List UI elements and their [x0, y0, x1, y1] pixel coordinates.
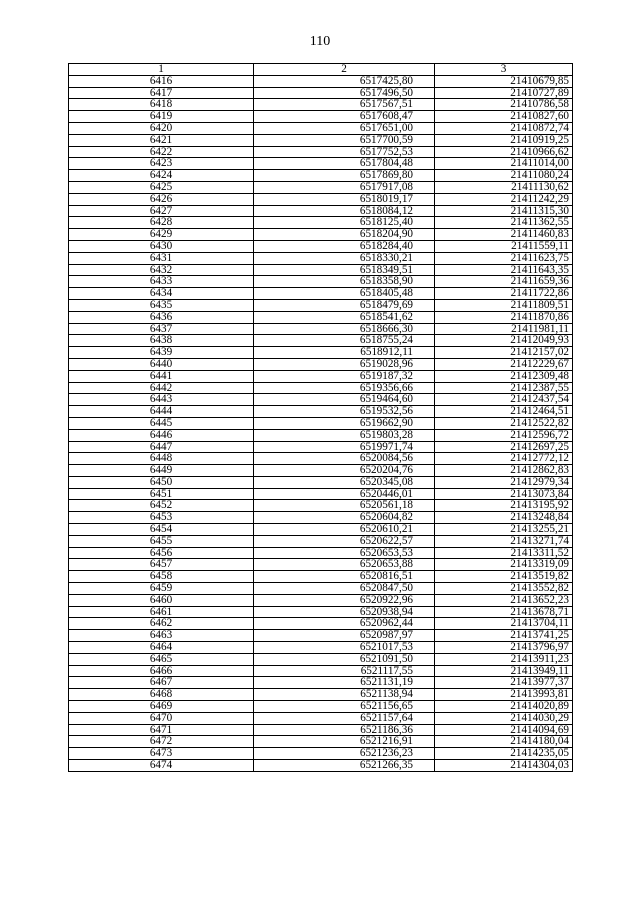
- cell-y-coordinate: 21412309,48: [435, 370, 573, 382]
- table-row: [69, 488, 573, 500]
- table-row: [69, 712, 573, 724]
- cell-point-number: 6422: [69, 146, 254, 158]
- table-row: [69, 441, 573, 453]
- cell-y-coordinate: 21413911,23: [435, 653, 573, 665]
- cell-y-coordinate: 21413195,92: [435, 500, 573, 512]
- table-row: [69, 99, 573, 111]
- cell-x-coordinate: 6520653,88: [254, 559, 435, 571]
- table-row: [69, 122, 573, 134]
- cell-x-coordinate: 6517608,47: [254, 111, 435, 123]
- cell-y-coordinate: 21411659,36: [435, 276, 573, 288]
- cell-x-coordinate: 6520987,97: [254, 630, 435, 642]
- cell-x-coordinate: 6517496,50: [254, 87, 435, 99]
- table-row: [69, 111, 573, 123]
- cell-x-coordinate: 6518204,90: [254, 229, 435, 241]
- cell-x-coordinate: 6520653,53: [254, 547, 435, 559]
- cell-y-coordinate: 21410919,25: [435, 134, 573, 146]
- cell-x-coordinate: 6518479,69: [254, 299, 435, 311]
- cell-x-coordinate: 6520084,56: [254, 453, 435, 465]
- cell-point-number: 6474: [69, 760, 254, 772]
- cell-y-coordinate: 21413678,71: [435, 606, 573, 618]
- table-row: [69, 358, 573, 370]
- cell-y-coordinate: 21414020,89: [435, 701, 573, 713]
- table-row: [69, 217, 573, 229]
- table-row: [69, 701, 573, 713]
- table-row: [69, 240, 573, 252]
- cell-y-coordinate: 21410679,85: [435, 75, 573, 87]
- cell-point-number: 6426: [69, 193, 254, 205]
- table-row: [69, 264, 573, 276]
- table-row: [69, 299, 573, 311]
- cell-y-coordinate: 21410786,58: [435, 99, 573, 111]
- cell-point-number: 6431: [69, 252, 254, 264]
- cell-x-coordinate: 6521156,65: [254, 701, 435, 713]
- column-header-number: 1: [69, 64, 254, 76]
- cell-x-coordinate: 6520345,08: [254, 476, 435, 488]
- cell-x-coordinate: 6521131,19: [254, 677, 435, 689]
- cell-point-number: 6427: [69, 205, 254, 217]
- table-row: [69, 453, 573, 465]
- cell-x-coordinate: 6521138,94: [254, 689, 435, 701]
- table-row: [69, 75, 573, 87]
- cell-x-coordinate: 6520922,96: [254, 594, 435, 606]
- cell-y-coordinate: 21410872,74: [435, 122, 573, 134]
- table-row: [69, 618, 573, 630]
- table-row: [69, 630, 573, 642]
- table-row: [69, 429, 573, 441]
- cell-y-coordinate: 21412522,82: [435, 417, 573, 429]
- cell-x-coordinate: 6521186,36: [254, 724, 435, 736]
- cell-y-coordinate: 21411362,55: [435, 217, 573, 229]
- table-row: [69, 382, 573, 394]
- cell-x-coordinate: 6518405,48: [254, 288, 435, 300]
- cell-y-coordinate: 21413552,82: [435, 583, 573, 595]
- cell-point-number: 6459: [69, 583, 254, 595]
- cell-x-coordinate: 6519971,74: [254, 441, 435, 453]
- cell-y-coordinate: 21412772,12: [435, 453, 573, 465]
- cell-y-coordinate: 21413652,23: [435, 594, 573, 606]
- cell-y-coordinate: 21411981,11: [435, 323, 573, 335]
- table-row: [69, 252, 573, 264]
- cell-y-coordinate: 21411080,24: [435, 170, 573, 182]
- cell-y-coordinate: 21414094,69: [435, 724, 573, 736]
- table-row: [69, 559, 573, 571]
- cell-point-number: 6425: [69, 181, 254, 193]
- table-row: [69, 748, 573, 760]
- table-row: [69, 170, 573, 182]
- table-row: [69, 465, 573, 477]
- cell-point-number: 6446: [69, 429, 254, 441]
- cell-y-coordinate: 21411643,35: [435, 264, 573, 276]
- table-row: [69, 146, 573, 158]
- cell-point-number: 6464: [69, 642, 254, 654]
- cell-x-coordinate: 6518019,17: [254, 193, 435, 205]
- cell-point-number: 6463: [69, 630, 254, 642]
- table-row: [69, 736, 573, 748]
- table-row: [69, 653, 573, 665]
- table-row: [69, 406, 573, 418]
- cell-point-number: 6421: [69, 134, 254, 146]
- cell-x-coordinate: 6521266,35: [254, 760, 435, 772]
- cell-point-number: 6470: [69, 712, 254, 724]
- cell-point-number: 6466: [69, 665, 254, 677]
- cell-y-coordinate: 21412387,55: [435, 382, 573, 394]
- coordinates-table: [68, 63, 573, 772]
- table-row: [69, 547, 573, 559]
- cell-y-coordinate: 21412049,93: [435, 335, 573, 347]
- table-row: [69, 677, 573, 689]
- cell-x-coordinate: 6520446,01: [254, 488, 435, 500]
- table-row: [69, 347, 573, 359]
- cell-point-number: 6469: [69, 701, 254, 713]
- table-row: [69, 594, 573, 606]
- page-number: 110: [309, 34, 331, 49]
- cell-x-coordinate: 6520204,76: [254, 465, 435, 477]
- table-header-row: [69, 64, 573, 76]
- cell-point-number: 6429: [69, 229, 254, 241]
- table-row: [69, 288, 573, 300]
- cell-y-coordinate: 21414030,29: [435, 712, 573, 724]
- cell-y-coordinate: 21413993,81: [435, 689, 573, 701]
- cell-point-number: 6432: [69, 264, 254, 276]
- cell-x-coordinate: 6517917,08: [254, 181, 435, 193]
- cell-x-coordinate: 6517752,53: [254, 146, 435, 158]
- table-row: [69, 583, 573, 595]
- cell-x-coordinate: 6517425,80: [254, 75, 435, 87]
- cell-y-coordinate: 21411014,00: [435, 158, 573, 170]
- cell-point-number: 6420: [69, 122, 254, 134]
- cell-y-coordinate: 21412464,51: [435, 406, 573, 418]
- cell-y-coordinate: 21414235,05: [435, 748, 573, 760]
- table-row: [69, 535, 573, 547]
- table-row: [69, 689, 573, 701]
- table-row: [69, 524, 573, 536]
- cell-point-number: 6455: [69, 535, 254, 547]
- table-row: [69, 760, 573, 772]
- cell-y-coordinate: 21413704,11: [435, 618, 573, 630]
- cell-y-coordinate: 21411809,51: [435, 299, 573, 311]
- cell-y-coordinate: 21411559,11: [435, 240, 573, 252]
- cell-y-coordinate: 21413248,84: [435, 512, 573, 524]
- cell-point-number: 6416: [69, 75, 254, 87]
- cell-point-number: 6468: [69, 689, 254, 701]
- cell-point-number: 6438: [69, 335, 254, 347]
- cell-y-coordinate: 21412596,72: [435, 429, 573, 441]
- cell-x-coordinate: 6517651,00: [254, 122, 435, 134]
- cell-y-coordinate: 21411130,62: [435, 181, 573, 193]
- cell-y-coordinate: 21414304,03: [435, 760, 573, 772]
- cell-y-coordinate: 21413796,97: [435, 642, 573, 654]
- cell-y-coordinate: 21411242,29: [435, 193, 573, 205]
- cell-point-number: 6450: [69, 476, 254, 488]
- cell-point-number: 6441: [69, 370, 254, 382]
- cell-x-coordinate: 6521157,64: [254, 712, 435, 724]
- cell-point-number: 6423: [69, 158, 254, 170]
- table-body: [69, 75, 573, 771]
- cell-point-number: 6471: [69, 724, 254, 736]
- cell-y-coordinate: 21411870,86: [435, 311, 573, 323]
- cell-x-coordinate: 6518349,51: [254, 264, 435, 276]
- cell-x-coordinate: 6518284,40: [254, 240, 435, 252]
- cell-x-coordinate: 6517869,80: [254, 170, 435, 182]
- cell-point-number: 6418: [69, 99, 254, 111]
- cell-y-coordinate: 21411623,75: [435, 252, 573, 264]
- cell-point-number: 6419: [69, 111, 254, 123]
- cell-y-coordinate: 21412157,02: [435, 347, 573, 359]
- cell-point-number: 6460: [69, 594, 254, 606]
- cell-x-coordinate: 6518912,11: [254, 347, 435, 359]
- cell-y-coordinate: 21414180,04: [435, 736, 573, 748]
- cell-x-coordinate: 6517567,51: [254, 99, 435, 111]
- cell-y-coordinate: 21413271,74: [435, 535, 573, 547]
- column-header-x: 2: [254, 64, 435, 76]
- table-row: [69, 158, 573, 170]
- cell-x-coordinate: 6519028,96: [254, 358, 435, 370]
- cell-point-number: 6449: [69, 465, 254, 477]
- cell-x-coordinate: 6520816,51: [254, 571, 435, 583]
- cell-point-number: 6458: [69, 571, 254, 583]
- table-row: [69, 311, 573, 323]
- cell-point-number: 6440: [69, 358, 254, 370]
- cell-point-number: 6424: [69, 170, 254, 182]
- cell-x-coordinate: 6520962,44: [254, 618, 435, 630]
- cell-point-number: 6437: [69, 323, 254, 335]
- cell-point-number: 6443: [69, 394, 254, 406]
- cell-point-number: 6434: [69, 288, 254, 300]
- cell-point-number: 6465: [69, 653, 254, 665]
- table-row: [69, 193, 573, 205]
- cell-y-coordinate: 21413519,82: [435, 571, 573, 583]
- cell-y-coordinate: 21410727,89: [435, 87, 573, 99]
- table-row: [69, 394, 573, 406]
- cell-x-coordinate: 6520561,18: [254, 500, 435, 512]
- cell-point-number: 6473: [69, 748, 254, 760]
- table-row: [69, 87, 573, 99]
- table-row: [69, 642, 573, 654]
- cell-point-number: 6444: [69, 406, 254, 418]
- cell-point-number: 6452: [69, 500, 254, 512]
- cell-x-coordinate: 6518666,30: [254, 323, 435, 335]
- cell-x-coordinate: 6518358,90: [254, 276, 435, 288]
- table-row: [69, 181, 573, 193]
- table-row: [69, 370, 573, 382]
- cell-x-coordinate: 6521216,91: [254, 736, 435, 748]
- cell-y-coordinate: 21412437,54: [435, 394, 573, 406]
- cell-point-number: 6448: [69, 453, 254, 465]
- cell-point-number: 6445: [69, 417, 254, 429]
- cell-y-coordinate: 21411460,83: [435, 229, 573, 241]
- cell-x-coordinate: 6520622,57: [254, 535, 435, 547]
- cell-point-number: 6451: [69, 488, 254, 500]
- table-row: [69, 335, 573, 347]
- cell-point-number: 6467: [69, 677, 254, 689]
- table-row: [69, 500, 573, 512]
- cell-x-coordinate: 6518084,12: [254, 205, 435, 217]
- cell-x-coordinate: 6521017,53: [254, 642, 435, 654]
- table-row: [69, 606, 573, 618]
- cell-point-number: 6454: [69, 524, 254, 536]
- cell-x-coordinate: 6520847,50: [254, 583, 435, 595]
- column-header-y: 3: [435, 64, 573, 76]
- table-row: [69, 571, 573, 583]
- cell-y-coordinate: 21413311,52: [435, 547, 573, 559]
- cell-x-coordinate: 6518125,40: [254, 217, 435, 229]
- cell-point-number: 6472: [69, 736, 254, 748]
- cell-x-coordinate: 6519356,66: [254, 382, 435, 394]
- cell-point-number: 6462: [69, 618, 254, 630]
- table-row: [69, 229, 573, 241]
- cell-x-coordinate: 6519662,90: [254, 417, 435, 429]
- cell-y-coordinate: 21411315,30: [435, 205, 573, 217]
- cell-x-coordinate: 6519187,32: [254, 370, 435, 382]
- cell-y-coordinate: 21411722,86: [435, 288, 573, 300]
- cell-x-coordinate: 6517700,59: [254, 134, 435, 146]
- cell-y-coordinate: 21413949,11: [435, 665, 573, 677]
- cell-x-coordinate: 6518541,62: [254, 311, 435, 323]
- cell-y-coordinate: 21413319,09: [435, 559, 573, 571]
- cell-y-coordinate: 21413255,21: [435, 524, 573, 536]
- cell-y-coordinate: 21412229,67: [435, 358, 573, 370]
- cell-point-number: 6433: [69, 276, 254, 288]
- cell-x-coordinate: 6520938,94: [254, 606, 435, 618]
- cell-x-coordinate: 6519532,56: [254, 406, 435, 418]
- cell-y-coordinate: 21410966,62: [435, 146, 573, 158]
- table-row: [69, 134, 573, 146]
- cell-point-number: 6457: [69, 559, 254, 571]
- cell-x-coordinate: 6518330,21: [254, 252, 435, 264]
- cell-x-coordinate: 6520610,21: [254, 524, 435, 536]
- table-row: [69, 724, 573, 736]
- cell-x-coordinate: 6521117,55: [254, 665, 435, 677]
- cell-x-coordinate: 6518755,24: [254, 335, 435, 347]
- cell-point-number: 6430: [69, 240, 254, 252]
- cell-y-coordinate: 21413073,84: [435, 488, 573, 500]
- table-row: [69, 512, 573, 524]
- cell-point-number: 6442: [69, 382, 254, 394]
- table-row: [69, 665, 573, 677]
- cell-y-coordinate: 21412697,25: [435, 441, 573, 453]
- cell-x-coordinate: 6521091,50: [254, 653, 435, 665]
- cell-x-coordinate: 6517804,48: [254, 158, 435, 170]
- cell-y-coordinate: 21413977,37: [435, 677, 573, 689]
- cell-point-number: 6461: [69, 606, 254, 618]
- cell-point-number: 6436: [69, 311, 254, 323]
- cell-point-number: 6428: [69, 217, 254, 229]
- cell-y-coordinate: 21412862,83: [435, 465, 573, 477]
- table-row: [69, 323, 573, 335]
- cell-x-coordinate: 6519464,60: [254, 394, 435, 406]
- cell-point-number: 6456: [69, 547, 254, 559]
- cell-point-number: 6447: [69, 441, 254, 453]
- cell-y-coordinate: 21412979,34: [435, 476, 573, 488]
- cell-point-number: 6453: [69, 512, 254, 524]
- table-row: [69, 476, 573, 488]
- table-row: [69, 417, 573, 429]
- cell-x-coordinate: 6521236,23: [254, 748, 435, 760]
- cell-x-coordinate: 6520604,82: [254, 512, 435, 524]
- cell-x-coordinate: 6519803,28: [254, 429, 435, 441]
- table-row: [69, 205, 573, 217]
- cell-point-number: 6417: [69, 87, 254, 99]
- cell-point-number: 6439: [69, 347, 254, 359]
- cell-y-coordinate: 21410827,60: [435, 111, 573, 123]
- table-row: [69, 276, 573, 288]
- cell-y-coordinate: 21413741,25: [435, 630, 573, 642]
- cell-point-number: 6435: [69, 299, 254, 311]
